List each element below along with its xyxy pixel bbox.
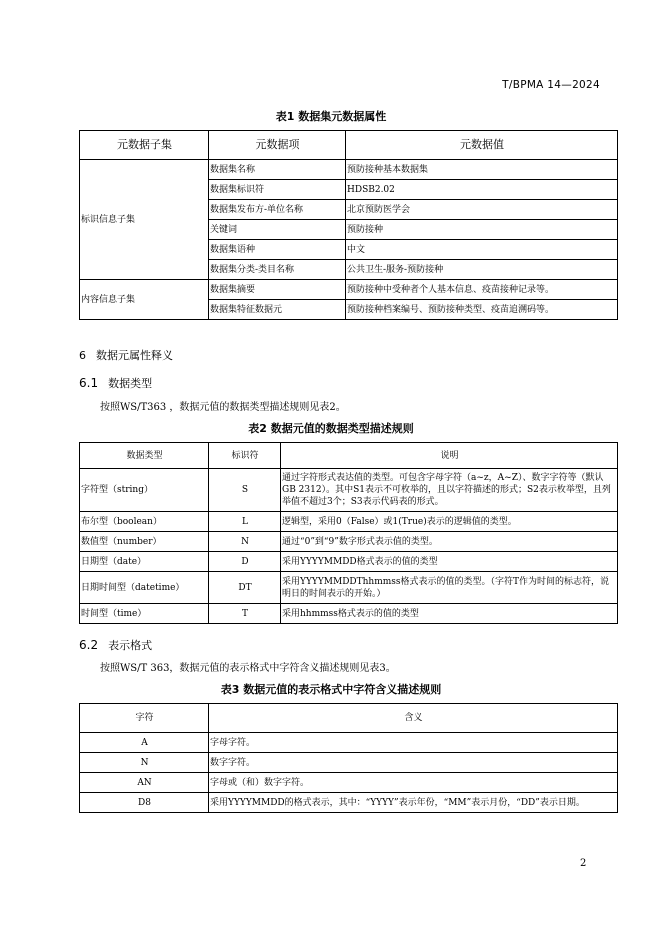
table2-desc-cell: 逻辑型，采用0（False）或1(True)表示的逻辑值的类型。: [281, 512, 618, 532]
table1-header-item: 元数据项: [209, 131, 346, 160]
section-6-1-paragraph: 按照WS/T363 ，数据元值的数据类型描述规则见表2。: [100, 402, 346, 413]
table-row: [80, 532, 618, 552]
section-6-2-paragraph: 按照WS/T 363，数据元值的表示格式中字符含义描述规则见表3。: [100, 663, 396, 674]
table1-item-cell: 数据集特征数据元: [209, 300, 346, 320]
table1-value-cell: HDSB2.02: [346, 180, 618, 200]
table-row: [80, 753, 618, 773]
table1-value-cell: 中文: [346, 240, 618, 260]
table-row: [80, 733, 618, 753]
table2-desc-cell: 采用YYYYMMDD格式表示的值的类型: [281, 552, 618, 572]
table1-header-row: [80, 131, 618, 160]
table-row: [80, 280, 618, 300]
table2-header-id: 标识符: [209, 443, 281, 469]
table2-desc-cell: 采用YYYYMMDDThhmmss格式表示的值的类型。（字符T作为时间的标志符，说明日的时间表示的开始。）: [281, 572, 618, 604]
table-row: [80, 793, 618, 813]
table-row: [80, 552, 618, 572]
section-number: 6.2: [79, 638, 99, 652]
table2-id-cell: D: [209, 552, 281, 572]
table2-desc-cell: 通过字符形式表达值的类型。可包含字母字符（a~z，A~Z）、数字字符等（默认GB 2312）。其中S1表示不可枚举的，且以字符描述的形式；S2表示枚举型，且列举值不超过3个；S3表示代码表的形式。: [281, 469, 618, 512]
section-6-1-heading: [79, 375, 152, 391]
table1-header-subset: 元数据子集: [80, 131, 209, 160]
table3-char-cell: D8: [80, 793, 209, 813]
table1: [79, 130, 618, 320]
table3-meaning-cell: 采用YYYYMMDD的格式表示，其中：“YYYY”表示年份，“MM”表示月份，“DD”表示日期。: [209, 793, 618, 813]
table-row: [80, 469, 618, 512]
table2: [79, 442, 618, 624]
table2-header-type: 数据类型: [80, 443, 209, 469]
table-row: [80, 604, 618, 624]
table2-header-desc: 说明: [281, 443, 618, 469]
table1-subset-cell: 标识信息子集: [80, 160, 209, 280]
table2-id-cell: S: [209, 469, 281, 512]
table3-char-cell: N: [80, 753, 209, 773]
table2-title: 表2 数据元值的数据类型描述规则: [248, 422, 414, 435]
table3-header-meaning: 含义: [209, 704, 618, 733]
table1-header-value: 元数据值: [346, 131, 618, 160]
table2-id-cell: N: [209, 532, 281, 552]
table1-item-cell: 数据集语种: [209, 240, 346, 260]
table1-value-cell: 北京预防医学会: [346, 200, 618, 220]
table1-item-cell: 关键词: [209, 220, 346, 240]
section-title: 数据类型: [108, 377, 153, 390]
table3-char-cell: A: [80, 733, 209, 753]
page-number: 2: [580, 858, 587, 869]
table1-item-cell: 数据集发布方-单位名称: [209, 200, 346, 220]
table2-desc-cell: 采用hhmmss格式表示的值的类型: [281, 604, 618, 624]
table1-value-cell: 预防接种: [346, 220, 618, 240]
table3-meaning-cell: 字母字符。: [209, 733, 618, 753]
table2-id-cell: DT: [209, 572, 281, 604]
table1-item-cell: 数据集名称: [209, 160, 346, 180]
table1-title: 表1 数据集元数据属性: [275, 110, 387, 123]
table-row: [80, 160, 618, 180]
table2-id-cell: L: [209, 512, 281, 532]
table3-header-char: 字符: [80, 704, 209, 733]
table2-type-cell: 字符型（string）: [80, 469, 209, 512]
document-code: T/BPMA 14—2024: [502, 79, 600, 91]
table1-value-cell: 预防接种中受种者个人基本信息、疫苗接种记录等。: [346, 280, 618, 300]
table2-type-cell: 数值型（number）: [80, 532, 209, 552]
table3-char-cell: AN: [80, 773, 209, 793]
section-title: 表示格式: [108, 639, 153, 652]
table-row: [80, 773, 618, 793]
section-6-heading: [79, 347, 173, 363]
section-number: 6.1: [79, 376, 99, 390]
table1-subset-cell: 内容信息子集: [80, 280, 209, 320]
table2-id-cell: T: [209, 604, 281, 624]
table-row: [80, 572, 618, 604]
table3-meaning-cell: 字母或（和）数字字符。: [209, 773, 618, 793]
table1-item-cell: 数据集标识符: [209, 180, 346, 200]
table1-value-cell: 预防接种基本数据集: [346, 160, 618, 180]
table2-desc-cell: 通过“0”到“9”数字形式表示值的类型。: [281, 532, 618, 552]
section-title: 数据元属性释义: [96, 349, 173, 362]
table-row: [80, 512, 618, 532]
section-number: 6: [79, 349, 86, 362]
table3-meaning-cell: 数字字符。: [209, 753, 618, 773]
section-6-2-heading: [79, 637, 152, 653]
table2-header-row: [80, 443, 618, 469]
table1-value-cell: 公共卫生-服务-预防接种: [346, 260, 618, 280]
table1-value-cell: 预防接种档案编号、预防接种类型、疫苗追溯码等。: [346, 300, 618, 320]
table3-title: 表3 数据元值的表示格式中字符含义描述规则: [220, 683, 442, 696]
table2-type-cell: 日期时间型（datetime）: [80, 572, 209, 604]
table3: [79, 703, 618, 813]
table3-header-row: [80, 704, 618, 733]
table1-item-cell: 数据集分类-类目名称: [209, 260, 346, 280]
table2-type-cell: 日期型（date）: [80, 552, 209, 572]
table1-item-cell: 数据集摘要: [209, 280, 346, 300]
table2-type-cell: 布尔型（boolean）: [80, 512, 209, 532]
table2-type-cell: 时间型（time）: [80, 604, 209, 624]
